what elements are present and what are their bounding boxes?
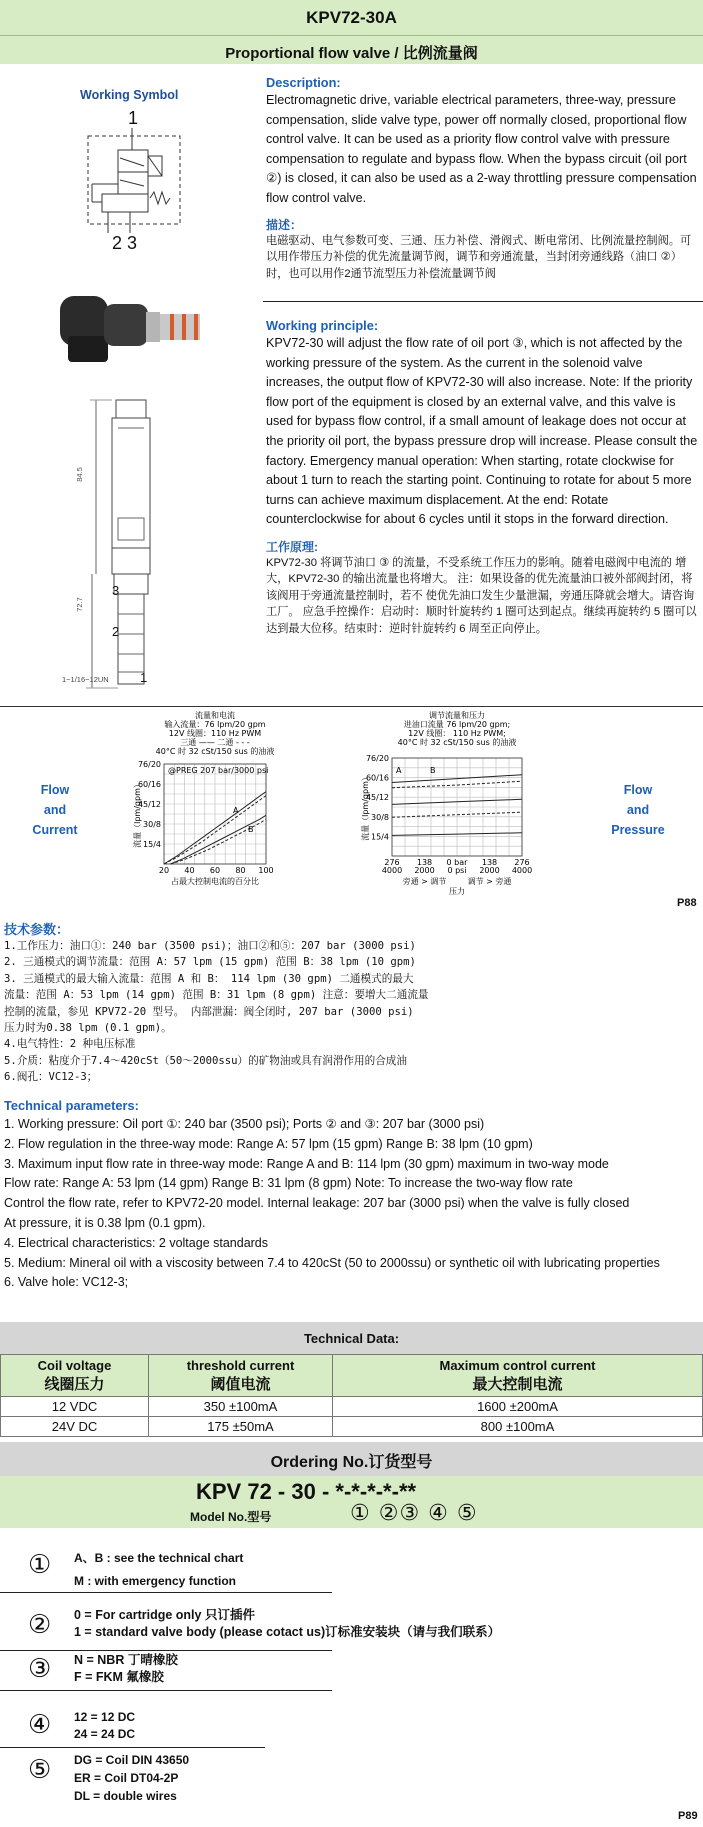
description-title: Description: [266,75,341,90]
chart-note: @PREG 207 bar/3000 psi [168,766,269,775]
chart-title-line: 进油口流量 76 lpm/20 gpm; [403,720,511,729]
y-tick-label: 15/4 [143,840,161,849]
tech-zh-line: 4.电气特性：2 种电压标准 [4,1038,136,1051]
y-tick-label: 45/12 [365,793,389,803]
x-tick-label: 40 [184,866,195,875]
dim-72-7: 72.7 [74,597,84,612]
drawing-port-2: 2 [112,624,120,639]
page-number-bottom: P89 [678,1810,698,1822]
model-title: KPV72-30A [306,8,397,27]
tech-en-line: 5. Medium: Mineral oil with a viscosity between 7.4 to 420cSt (50 to 2000ssu) or synthetic oil with lubricating properties [4,1255,660,1270]
option-5-text: DG = Coil DIN 43650 ER = Coil DT04-2P DL = double wires [74,1753,190,1803]
description-text-en: Electromagnetic drive, variable electrical parameters, three-way, pressure compensation, slide valve type, power off normally closed, proportional flow control valve. It can be used as a priority flow control valve with pressure compensation to regulate and bypass flow. When the bypass circuit (oil port ②) is closed, it can also be used as a 2-way throttling pressure compensation flow control valve. [266,93,697,205]
tech-en-line: Control the flow rate, refer to KPV72-20 model. Internal leakage: 207 bar (3000 psi) when the valve is fully closed [4,1196,630,1211]
drawing-port-1: 1 [140,670,148,685]
tech-en-line: 6. Valve hole: VC12-3; [4,1275,129,1290]
hydraulic-symbol [80,128,190,233]
x-tick-label: 138 [416,858,433,867]
col-coil-voltage: Coil voltage 线圈压力 [1,1355,149,1397]
series-annotation: A [233,806,239,815]
ordering-code: KPV 72 - 30 - *-*-*-*-** [196,1479,417,1504]
x-tick-label: 4000 [511,866,533,875]
tech-en-line: 3. Maximum input flow rate in three-way mode: Range A and B: 114 lpm (30 gpm) maximum in two-way mode [4,1156,609,1171]
description-block [266,74,698,282]
x-tick-label: 276 [384,858,400,867]
option-divider-1 [0,1592,332,1593]
series-annotation: A [396,766,402,775]
y-axis-label: 流量（lpm/gpm） [133,780,142,848]
series-annotation: B [248,825,254,834]
y-tick-label: 76/20 [365,754,389,763]
table-row: 12 VDC 350 ±100mA 1600 ±200mA [1,1397,703,1417]
x-tick-label: 2000 [479,866,500,875]
tech-zh-line: 1.工作压力：油口①：240 bar (3500 psi)；油口②和⑤：207 bar (3000 psi) [4,940,416,952]
page-number-top: P88 [677,897,697,909]
divider-charts-top [0,706,703,707]
product-photo [58,290,208,370]
chart-title-line: 流量和电流 [195,711,235,720]
description-text-zh: 电磁驱动、电气参数可变、三通、压力补偿、滑阀式、断电常闭、比例流量控制阀。可以用作带压力补偿的优先流量调节阀，调节和旁通流量，当封闭旁通线路（油口 ②）时，也可以用作2通节流型压力补偿流量调节阀 [266,234,692,280]
col-threshold: threshold current 阈值电流 [149,1355,333,1397]
ordering-model-label: Model No.型号 [190,1510,272,1524]
tech-en-line: 4. Electrical characteristics: 2 voltage standards [4,1235,269,1250]
flow-current-label: Flow and Current [32,783,78,837]
page-subtitle: Proportional flow valve / 比例流量阀 [225,45,478,62]
chart-title-line: 输入流量：76 lpm/20 gpm [164,720,266,729]
option-1-number: ① [28,1550,52,1580]
tech-en-line: At pressure, it is 0.38 lpm (0.1 gpm). [4,1215,206,1230]
option-2-text: 0 = For cartridge only 只订插件 1 = standard valve body (please cotact us)订标准安装块（请与我们联系） [74,1608,501,1639]
option-divider-3 [0,1690,332,1691]
principle-title: Working principle: [266,318,379,333]
flow-current-chart [120,710,330,890]
x-sub-label: 旁通 > 调节 [402,877,447,886]
x-axis-label: 压力 [449,887,465,895]
x-tick-label: 100 [258,866,274,875]
y-tick-label: 15/4 [371,832,389,842]
series-line [170,815,266,864]
dim-84-5: 84.5 [74,467,84,482]
tech-zh-line: 6.阀孔：VC12-3； [4,1071,98,1084]
tech-zh-line: 压力时为0.38 lpm (0.1 gpm)。 [4,1022,172,1035]
tech-en-block [4,1097,700,1293]
description-title-zh: 描述： [266,217,303,232]
flow-pressure-label: Flow and Pressure [611,783,665,837]
x-tick-label: 138 [481,858,498,867]
chart-title-line: 调节流量和压力 [429,711,485,720]
option-3-text: N = NBR 丁晴橡胶 F = FKM 氟橡胶 [74,1653,178,1684]
tech-zh-block [4,922,699,1086]
x-tick-label: 276 [514,858,530,867]
y-tick-label: 60/16 [137,780,161,789]
valve-drawing [78,398,188,693]
flow-pressure-chart [345,710,555,895]
tech-zh-line: 2. 三通模式的调节流量：范围 A：57 lpm (15 gpm) 范围 B：38 lpm (10 gpm) [4,956,416,969]
tech-data-title: Technical Data: [303,1331,400,1346]
x-tick-label: 4000 [381,866,403,875]
option-2-number: ② [28,1610,52,1640]
tech-en-lines [4,1115,700,1293]
ordering-code-band [0,1476,703,1528]
tech-zh-line: 控制的流量，参见 KPV72-20 型号。 内部泄漏：阀全闭时, 207 bar (3000 psi) [4,1005,414,1018]
header-band [0,0,703,64]
tech-en-line: Flow rate: Range A: 53 lpm (14 gpm) Range B: 31 lpm (8 gpm) Note: To increase the two-way flow rate [4,1176,573,1191]
principle-text-en: KPV72-30 will adjust the flow rate of oil port ③, which is not affected by the working pressure of the system. As the current in the solenoid valve increases, the output flow of KPV72-30 will also increase. Note: If the priority flow port of the equipment is closed by an external valve, and this valve is used for bypass flow control, if a small amount of leakage does not occur at the priority oil port, the bypass pressure drop will increase. Please consult the factory. Emergency manual operation: When starting, rotate clockwise for about 1 turn to reach the starting point. Continuing to rotate for about 5 more turns can achieve maximum displacement. At the end: Rotate counterclockwise for about 6 cycles until it stops in the forward direction. [266,336,698,527]
principle-title-zh: 工作原理: [266,539,318,554]
x-tick-label: 20 [158,866,170,875]
ordering-circles: ① ②③ ④ ⑤ [350,1501,478,1526]
tech-en-line: 1. Working pressure: Oil port ①: 240 bar (3500 psi); Ports ② and ③: 207 bar (3000 psi) [4,1117,485,1131]
option-divider-2 [0,1650,332,1651]
tech-zh-line: 流量：范围 A：53 lpm (14 gpm) 范围 B：31 lpm (8 gpm) 注意：要增大二通流量 [4,989,429,1002]
x-tick-label: 0 bar [446,858,468,867]
y-axis-label: 流量（lpm/gpm） [361,773,370,841]
divider-desc [263,301,703,302]
x-tick-label: 0 psi [447,866,467,875]
y-tick-label: 76/20 [137,760,161,769]
option-3-number: ③ [28,1654,52,1684]
table-row: 24V DC 175 ±50mA 800 ±100mA [1,1417,703,1437]
x-tick-label: 80 [235,866,246,875]
symbol-ports-bottom: 2 3 [112,233,138,253]
option-divider-4 [0,1747,265,1748]
y-tick-label: 60/16 [365,773,389,783]
option-4-number: ④ [28,1710,52,1740]
tech-en-line: 2. Flow regulation in the three-way mode: Range A: 57 lpm (15 gpm) Range B: 38 lpm (10 gpm) [4,1136,533,1151]
tech-data-band [0,1322,703,1354]
ordering-band [0,1442,703,1476]
x-axis-label: 占最大控制电流的百分比 [171,877,259,886]
chart-title-line: 三通 —— 二通 - - - [180,738,250,747]
tech-zh-lines [4,938,699,1086]
working-symbol-title: Working Symbol [80,88,179,102]
chart-title-line: 12V 线圈： 110 Hz PWM; [408,729,506,738]
chart-title-line: 40°C 时 32 cSt/150 sus 的油液 [155,747,275,756]
x-tick-label: 60 [209,866,221,875]
tech-data-table [0,1354,703,1437]
col-max-current: Maximum control current 最大控制电流 [333,1355,703,1397]
y-tick-label: 30/8 [143,820,161,829]
tech-zh-line: 5.介质：粘度介于7.4～420cSt（50～2000ssu）的矿物油或具有润滑作用的合成油 [4,1054,407,1067]
chart-title-line: 40°C 时 32 cSt/150 sus 的油液 [397,738,517,747]
option-4-text: 12 = 12 DC 24 = 24 DC [74,1710,136,1741]
tech-zh-title: 技术参数： [4,922,70,937]
principle-block [266,317,698,637]
drawing-port-3: 3 [112,583,120,598]
principle-text-zh: KPV72-30 将调节油口 ③ 的流量，不受系统工作压力的影响。随着电磁阀中电流的 增大，KPV72-30 的输出流量也将增大。 注：如果设备的优先流量油口被外部阀封闭，将该阀用于旁通流量控制时，若不 使优先油口发生少量泄漏，旁通压降就会增大。请咨询工厂。 应急手控操作：启动时：顺时针旋转约 1 圈可达到起点。继续再旋转约 5 圈可以 达到最大位移。结束时：逆时针旋转约 6 周至正向停止。 [266,556,697,635]
option-5-number: ⑤ [28,1755,52,1785]
x-sub-label: 调节 > 旁通 [467,877,512,886]
chart-title-line: 12V 线圈：110 Hz PWM [168,729,262,738]
option-1-text: A、B : see the technical chart M : with emergency function [74,1551,244,1588]
series-annotation: B [430,766,436,775]
tech-en-title: Technical parameters: [4,1098,139,1113]
ordering-title: Ordering No.订货型号 [270,1454,433,1471]
x-tick-label: 2000 [414,866,435,875]
symbol-port-1: 1 [128,108,139,128]
y-tick-label: 30/8 [371,812,389,822]
y-tick-label: 45/12 [137,800,161,809]
thread-spec: 1−1/16−12UN [62,675,109,684]
tech-zh-line: 3. 三通模式的最大输入流量：范围 A 和 B： 114 lpm (30 gpm) 二通模式的最大 [4,972,414,985]
